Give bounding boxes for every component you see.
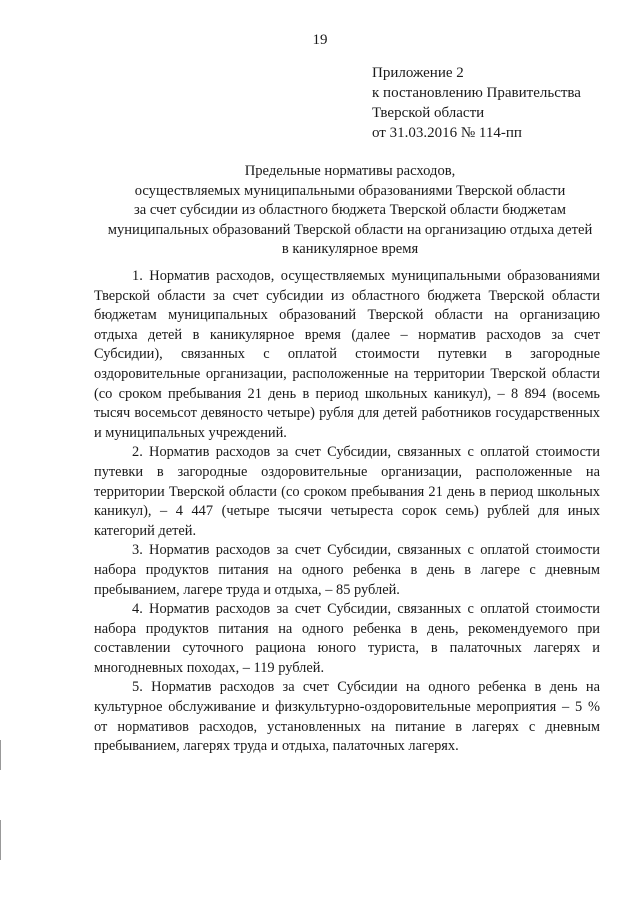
appendix-line: от 31.03.2016 № 114-пп bbox=[372, 125, 522, 141]
title-line: в каникулярное время bbox=[281, 241, 419, 257]
appendix-line: Тверской области bbox=[372, 105, 485, 121]
appendix-line: к постановлению Правительства bbox=[372, 85, 581, 101]
paragraph-1: 1. Норматив расходов, осуществляемых муниципальными образованиями Тверской области за счет субсидии из областного бюджета Тверской области бюджетам муниципальных образований Тверской области на организацию отдыха детей в каникулярное время (далее – норматив расходов за счет Субсидии), связанных с оплатой стоимости путевки в загородные оздоровительные организации, расположенные на территории Тверской области (со сроком пребывания 21 день в период школьных каникул), – 8 894 (восемь тысяч восемьсот девяносто четыре) рубля для детей работников государственных и муниципальных учреждений. bbox=[94, 268, 600, 441]
title-line: за счет субсидии из областного бюджета Тверской области бюджетам bbox=[133, 202, 567, 218]
paragraph-5: 5. Норматив расходов за счет Субсидии на одного ребенка в день на культурное обслуживание и физкультурно-оздоровительные мероприятия – 5 % от нормативов расходов, установленных на питание в лагерях с дневным пребыванием, лагерях труда и отдыха, палаточных лагерях. bbox=[94, 679, 600, 755]
appendix-reference bbox=[372, 63, 622, 143]
page-number: 19 bbox=[312, 32, 328, 48]
title-line: муниципальных образований Тверской области на организацию отдыха детей bbox=[107, 221, 593, 238]
scan-margin-line bbox=[0, 740, 1, 770]
title-line: Предельные нормативы расходов, bbox=[244, 163, 456, 179]
paragraph-4: 4. Норматив расходов за счет Субсидии, связанных с оплатой стоимости набора продуктов питания на одного ребенка в день, рекомендуемого при составлении суточного рациона юного туриста, в палаточных лагерях и многодневных походах, – 119 рублей. bbox=[94, 601, 600, 676]
scan-margin-line bbox=[0, 820, 1, 860]
paragraph-2: 2. Норматив расходов за счет Субсидии, связанных с оплатой стоимости путевки в загородные оздоровительные организации, расположенные на территории Тверской области (со сроком пребывания 21 день в период школьных каникул), – 4 447 (четыре тысячи четыреста сорок семь) рублей для иных категорий детей. bbox=[94, 444, 600, 539]
paragraph-3: 3. Норматив расходов за счет Субсидии, связанных с оплатой стоимости набора продуктов питания на одного ребенка в день в лагере с дневным пребыванием, лагере труда и отдыха, – 85 рублей. bbox=[94, 542, 600, 598]
document-title bbox=[80, 162, 620, 260]
title-line: осуществляемых муниципальными образованиями Тверской области bbox=[134, 182, 566, 199]
appendix-line: Приложение 2 bbox=[372, 65, 464, 81]
document-body bbox=[94, 267, 600, 757]
